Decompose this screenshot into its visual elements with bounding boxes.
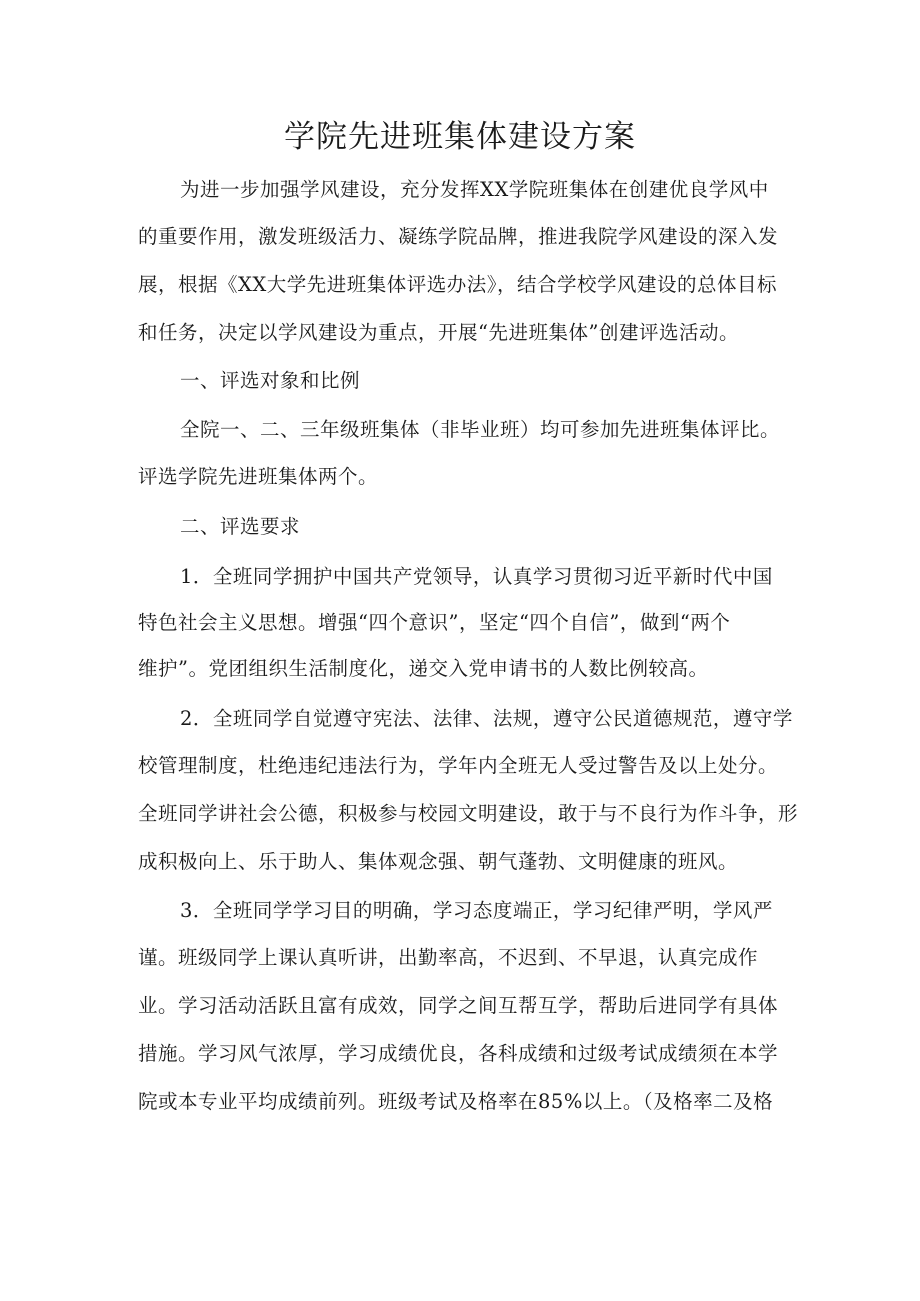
- paragraph-line: 的重要作用，激发班级活力、凝练学院品牌，推进我院学风建设的深入发: [138, 225, 779, 248]
- paragraph-line: 评选学院先进班集体两个。: [138, 465, 379, 488]
- paragraph-line: 展，根据《XX大学先进班集体评选办法》，结合学校学风建设的总体目标: [138, 273, 778, 296]
- section-heading: 一、评选对象和比例: [180, 369, 361, 392]
- section-heading: 二、评选要求: [180, 515, 301, 538]
- paragraph-line: 2．全班同学自觉遵守宪法、法律、法规，遵守公民道德规范，遵守学: [180, 707, 793, 730]
- paragraph-line: 1．全班同学拥护中国共产党领导，认真学习贯彻习近平新时代中国: [180, 565, 773, 588]
- paragraph-line: 全班同学讲社会公德，积极参与校园文明建设，敢于与不良行为作斗争，形: [138, 802, 799, 825]
- paragraph-line: 成积极向上、乐于助人、集体观念强、朝气蓬勃、文明健康的班风。: [138, 850, 739, 873]
- paragraph-line: 谨。班级同学上课认真听讲，出勤率高，不迟到、不早退，认真完成作: [138, 946, 759, 969]
- paragraph-line: 和任务，决定以学风建设为重点，开展“先进班集体”创建评选活动。: [138, 321, 739, 344]
- paragraph-line: 业。学习活动活跃且富有成效，同学之间互帮互学，帮助后进同学有具体: [138, 994, 779, 1017]
- paragraph-line: 维护”。党团组织生活制度化，递交入党申请书的人数比例较高。: [138, 657, 709, 680]
- paragraph-line: 特色社会主义思想。增强“四个意识”，坚定“四个自信”，做到“两个: [138, 611, 731, 634]
- paragraph-line: 院或本专业平均成绩前列。班级考试及格率在85%以上。（及格率二及格: [138, 1090, 774, 1113]
- paragraph-line: 全院一、二、三年级班集体（非毕业班）均可参加先进班集体评比。: [180, 418, 781, 441]
- paragraph-line: 3．全班同学学习目的明确，学习态度端正，学习纪律严明，学风严: [180, 899, 773, 922]
- paragraph-line: 校管理制度，杜绝违纪违法行为，学年内全班无人受过警告及以上处分。: [138, 754, 779, 777]
- document-title: 学院先进班集体建设方案: [284, 119, 636, 155]
- paragraph-line: 为进一步加强学风建设，充分发挥XX学院班集体在创建优良学风中: [180, 178, 769, 201]
- paragraph-line: 措施。学习风气浓厚，学习成绩优良，各科成绩和过级考试成绩须在本学: [138, 1042, 779, 1065]
